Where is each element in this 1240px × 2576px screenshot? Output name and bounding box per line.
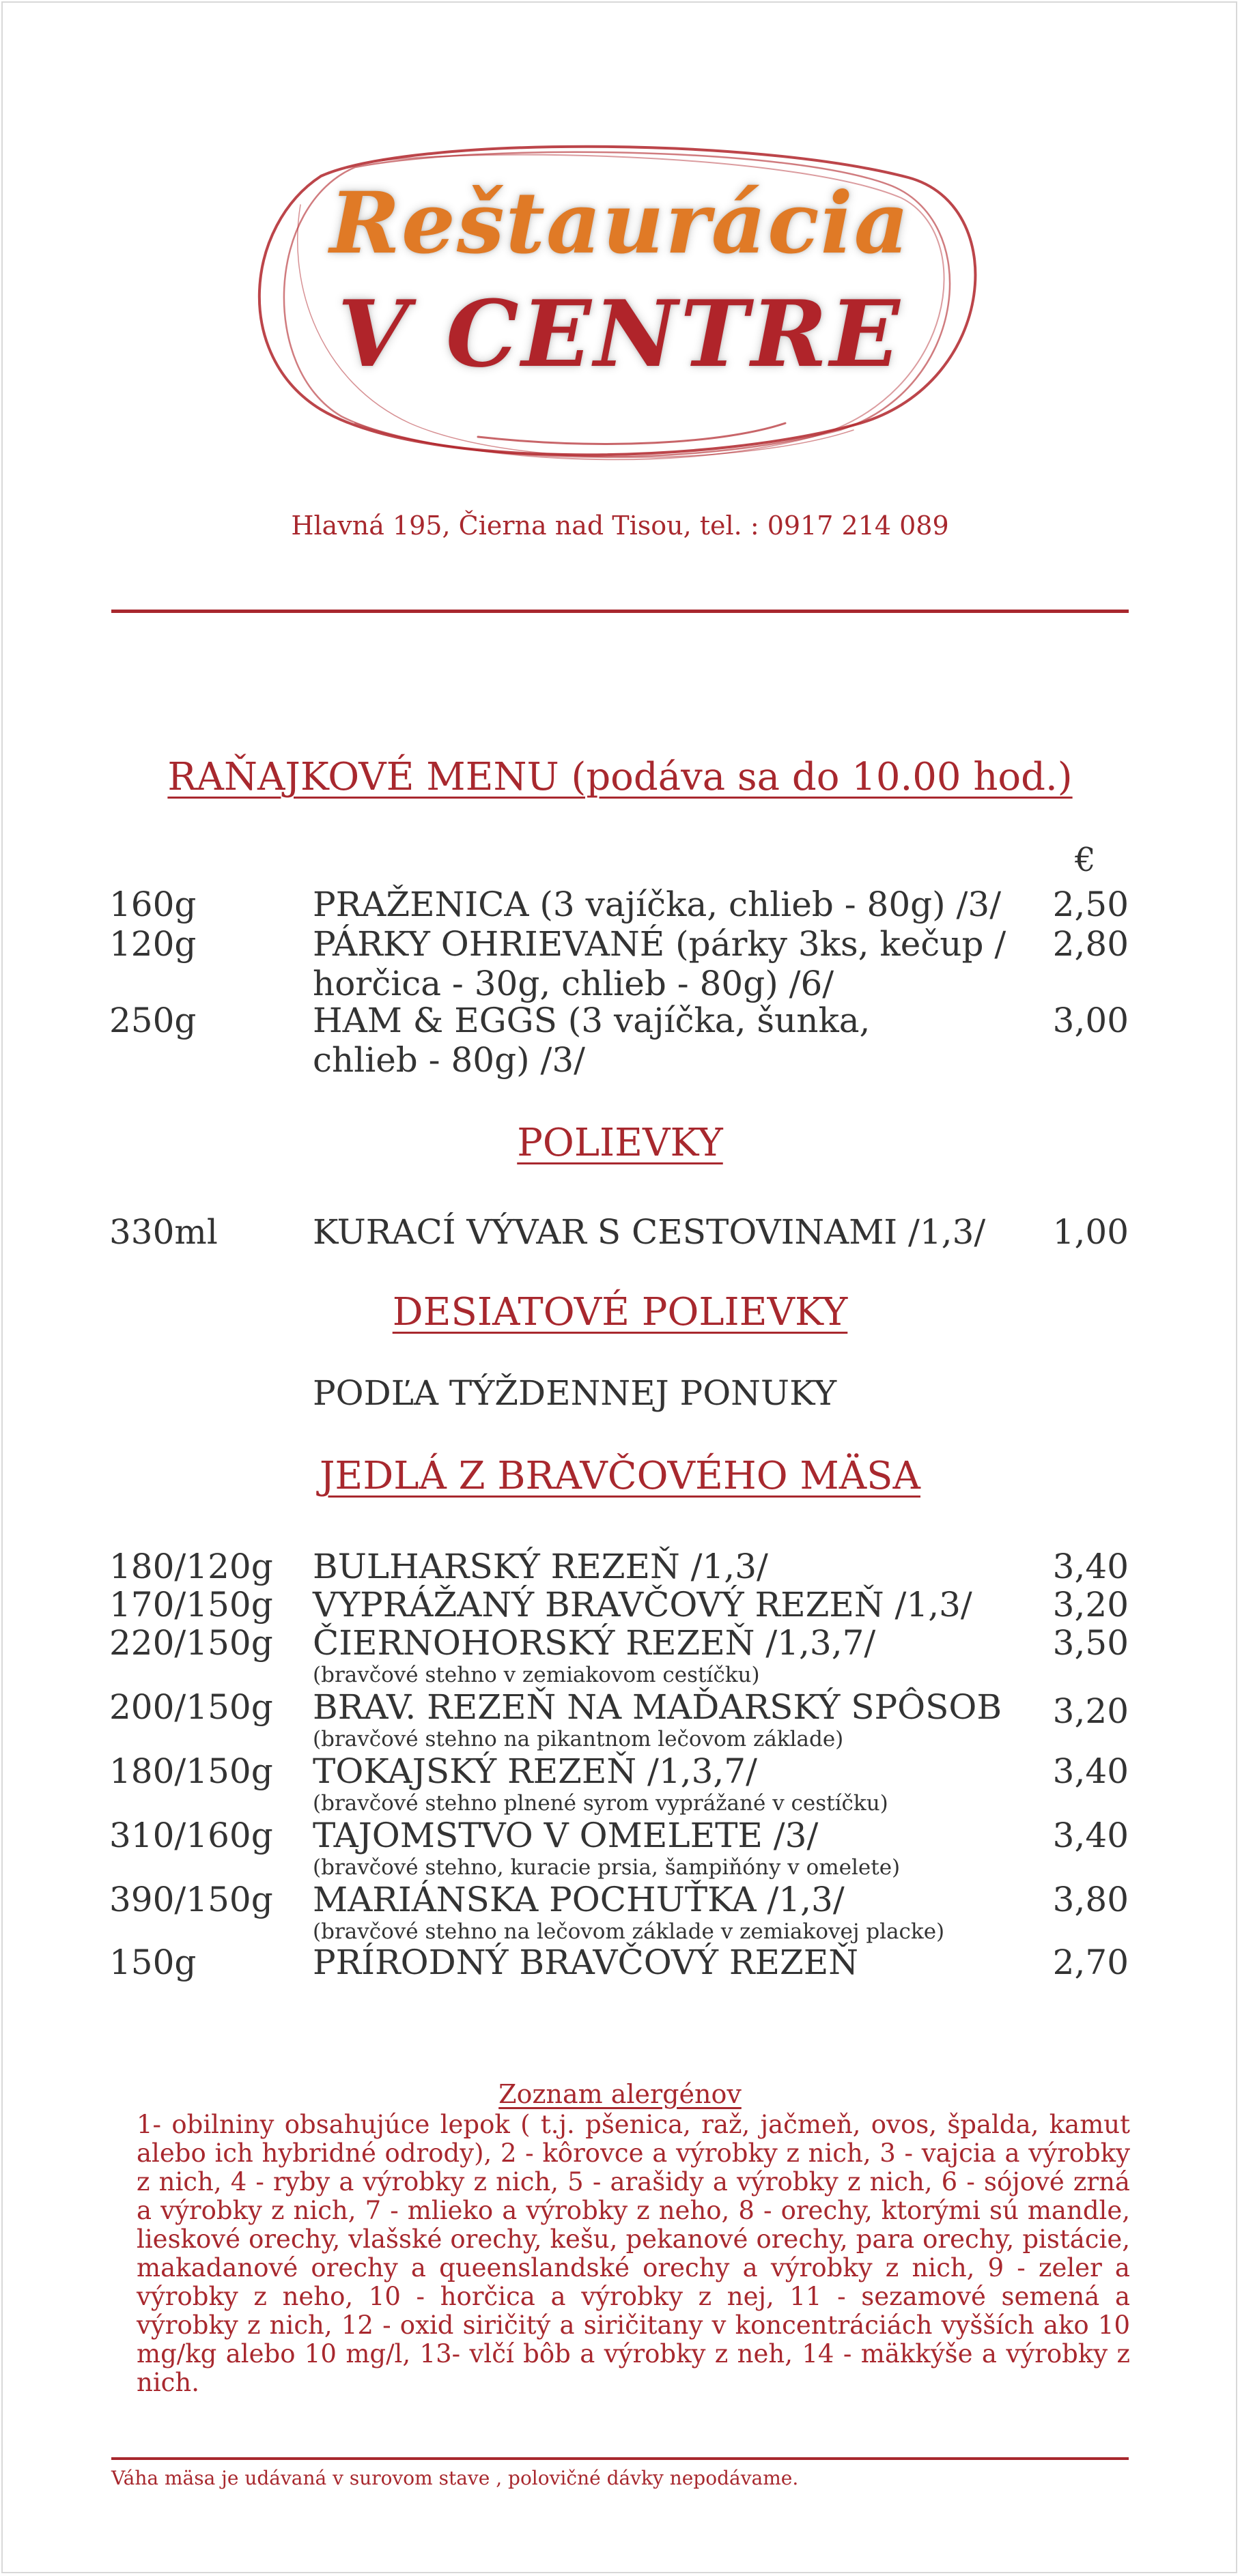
- item-price: 2,70: [1052, 1943, 1129, 1982]
- item-price: 3,40: [1052, 1547, 1129, 1586]
- section-title-pork: JEDLÁ Z BRAVČOVÉHO MÄSA: [319, 1454, 920, 1498]
- item-name: PRAŽENICA (3 vajíčka, chlieb - 80g) /3/: [313, 885, 1002, 924]
- weekly-offer-text: PODĽA TÝŽDENNEJ PONUKY: [313, 1373, 837, 1413]
- item-price: 3,20: [1052, 1585, 1129, 1625]
- item-weight: 160g: [109, 885, 197, 924]
- footer-note: Váha mäsa je udávaná v surovom stave , polovičné dávky nepodávame.: [111, 2467, 799, 2489]
- item-name: VYPRÁŽANÝ BRAVČOVÝ REZEŇ /1,3/: [313, 1585, 972, 1625]
- item-weight: 330ml: [109, 1212, 218, 1252]
- item-name: TOKAJSKÝ REZEŇ /1,3,7/: [313, 1751, 757, 1791]
- item-name: TAJOMSTVO V OMELETE /3/: [313, 1816, 819, 1855]
- item-note: (bravčové stehno v zemiakovom cestíčku): [313, 1663, 760, 1687]
- restaurant-address: Hlavná 195, Čierna nad Tisou, tel. : 0917 214 089: [291, 511, 949, 541]
- item-weight: 170/150g: [109, 1585, 273, 1625]
- item-note: (bravčové stehno na lečovom základe v zemiakovej placke): [313, 1919, 945, 1944]
- item-name: MARIÁNSKA POCHUŤKA /1,3/: [313, 1880, 845, 1919]
- item-price: 3,20: [1052, 1691, 1129, 1731]
- logo-text-restauracia: Reštaurácia: [329, 174, 911, 273]
- item-price: 1,00: [1052, 1212, 1129, 1252]
- item-weight: 200/150g: [109, 1687, 273, 1727]
- logo-text-v-centre: V CENTRE: [337, 280, 903, 388]
- allergen-list-text: 1- obilniny obsahujúce lepok ( t.j. pšenica, raž, jačmeň, ovos, špalda, kamut alebo ich hybridné odrody), 2 - kôrovce a výrobky z nich, 3 - vajcia a výrobky z nich, 4 - ryby a výrobky z nich, 5 - arašidy a výrobky z nich, 6 - sójové zrná a výrobky z nich, 7 - mlieko a výrobky z neho, 8 - orechy, ktorými sú mandle, lieskové orechy, vlašské orechy, kešu, pekanové orechy, para orechy, pistácie, makadanové orechy a queenslandské orechy a výrobky z nich, 9 - zeler a výrobky z neho, 10 - horčica a výrobky z nej, 11 - sezamové semená a výrobky z nich, 12 - oxid siričitý a siričitany v koncentráciách vyšších ako 10 mg/kg alebo 10 mg/l, 13- vlčí bôb a výrobky z neh, 14 - mäkkýše a výrobky z nich.: [137, 2110, 1130, 2397]
- item-name: KURACÍ VÝVAR S CESTOVINAMI /1,3/: [313, 1212, 986, 1252]
- item-price: 2,50: [1052, 885, 1129, 924]
- item-price: 3,00: [1052, 1001, 1129, 1040]
- item-note: (bravčové stehno na pikantnom lečovom základe): [313, 1727, 844, 1751]
- item-name: ČIERNOHORSKÝ REZEŇ /1,3,7/: [313, 1623, 876, 1663]
- item-weight: 180/120g: [109, 1547, 273, 1586]
- item-name: BULHARSKÝ REZEŇ /1,3/: [313, 1547, 768, 1586]
- item-price: 2,80: [1052, 924, 1129, 964]
- item-weight: 310/160g: [109, 1816, 273, 1855]
- item-weight: 220/150g: [109, 1623, 273, 1663]
- section-title-snack-soups: DESIATOVÉ POLIEVKY: [392, 1290, 848, 1334]
- item-note: (bravčové stehno plnené syrom vyprážané v cestíčku): [313, 1791, 888, 1816]
- restaurant-logo: [0, 0, 1240, 491]
- item-name: HAM & EGGS (3 vajíčka, šunka, chlieb - 80g) /3/: [313, 1001, 871, 1080]
- item-weight: 150g: [109, 1943, 197, 1982]
- item-price: 3,50: [1052, 1623, 1129, 1663]
- item-weight: 120g: [109, 924, 197, 964]
- footer-divider: [111, 2457, 1129, 2460]
- item-price: 3,40: [1052, 1816, 1129, 1855]
- item-price: 3,80: [1052, 1880, 1129, 1919]
- item-note: (bravčové stehno, kuracie prsia, šampiňóny v omelete): [313, 1855, 901, 1880]
- item-name: PRÍRODNÝ BRAVČOVÝ REZEŇ: [313, 1943, 859, 1982]
- item-weight: 250g: [109, 1001, 197, 1040]
- item-name: BRAV. REZEŇ NA MAĎARSKÝ SPÔSOB: [313, 1687, 1002, 1727]
- allergen-list-title: Zoznam alergénov: [498, 2079, 742, 2109]
- section-title-breakfast: RAŇAJKOVÉ MENU (podáva sa do 10.00 hod.): [167, 755, 1073, 799]
- item-weight: 180/150g: [109, 1751, 273, 1791]
- item-name: PÁRKY OHRIEVANÉ (párky 3ks, kečup / horčica - 30g, chlieb - 80g) /6/: [313, 924, 1006, 1003]
- item-weight: 390/150g: [109, 1880, 273, 1919]
- currency-symbol: €: [1075, 841, 1096, 879]
- section-title-soups: POLIEVKY: [517, 1121, 723, 1165]
- item-price: 3,40: [1052, 1751, 1129, 1791]
- header-divider: [111, 610, 1129, 613]
